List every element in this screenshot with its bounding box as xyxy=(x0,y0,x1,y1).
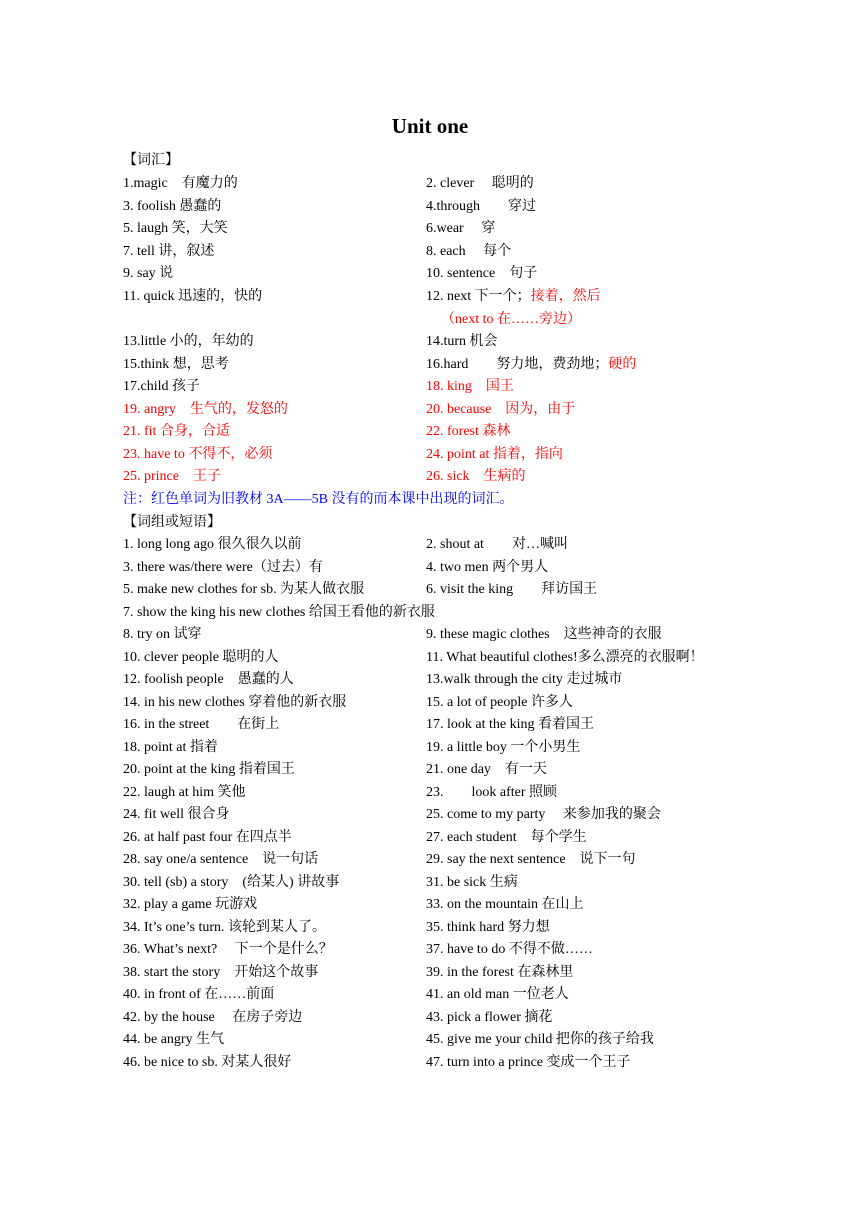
vocab-text: 16.hard 努力地，费劲地； xyxy=(426,357,609,372)
vocab-item-red: 26. sick 生病的 xyxy=(426,469,526,484)
phrase-item: 25. come to my party 来参加我的聚会 xyxy=(426,807,661,822)
vocab-item: 4.through 穿过 xyxy=(426,199,537,214)
phrase-item: 30. tell (sb) a story (给某人) 讲故事 xyxy=(123,875,340,890)
phrase-item: 8. try on 试穿 xyxy=(123,627,202,642)
phrase-item: 14. in his new clothes 穿着他的新衣服 xyxy=(123,695,347,710)
phrase-item: 15. a lot of people 许多人 xyxy=(426,695,573,710)
vocab-item: 13.little 小的，年幼的 xyxy=(123,334,254,349)
phrase-item: 10. clever people 聪明的人 xyxy=(123,650,279,665)
vocab-text-red: 硬的 xyxy=(608,357,637,372)
phrase-item: 17. look at the king 看着国王 xyxy=(426,717,594,732)
phrase-item: 43. pick a flower 摘花 xyxy=(426,1010,553,1025)
vocab-item: 14.turn 机会 xyxy=(426,334,498,349)
phrase-item: 34. It’s one’s turn. 该轮到某人了。 xyxy=(123,920,326,935)
phrase-heading: 【词组或短语】 xyxy=(123,515,221,530)
phrase-item: 16. in the street 在街上 xyxy=(123,717,280,732)
phrase-item: 1. long long ago 很久很久以前 xyxy=(123,537,302,552)
vocab-item-red: 22. forest 森林 xyxy=(426,424,511,439)
phrase-item: 26. at half past four 在四点半 xyxy=(123,830,292,845)
vocab-note-next-to: （next to 在……旁边） xyxy=(441,312,581,327)
phrase-item: 47. turn into a prince 变成一个王子 xyxy=(426,1055,631,1070)
vocab-item: 8. each 每个 xyxy=(426,244,512,259)
vocab-item: 17.child 孩子 xyxy=(123,379,200,394)
vocab-item-red: 24. point at 指着，指向 xyxy=(426,447,563,462)
phrase-item: 37. have to do 不得不做…… xyxy=(426,942,593,957)
phrase-item: 33. on the mountain 在山上 xyxy=(426,897,584,912)
phrase-item: 32. play a game 玩游戏 xyxy=(123,897,258,912)
vocab-item-red: 18. king 国王 xyxy=(426,379,514,394)
vocab-item: 1.magic 有魔力的 xyxy=(123,176,238,191)
phrase-item: 18. point at 指着 xyxy=(123,740,218,755)
phrase-item: 3. there was/there were（过去）有 xyxy=(123,560,323,575)
vocab-text-red: 接着，然后 xyxy=(530,289,601,304)
phrase-item: 40. in front of 在……前面 xyxy=(123,987,275,1002)
phrase-item: 38. start the story 开始这个故事 xyxy=(123,965,319,980)
phrase-item: 9. these magic clothes 这些神奇的衣服 xyxy=(426,627,662,642)
phrase-item: 4. two men 两个男人 xyxy=(426,560,549,575)
vocab-item: 2. clever 聪明的 xyxy=(426,176,534,191)
vocab-item: 3. foolish 愚蠢的 xyxy=(123,199,222,214)
phrase-item: 5. make new clothes for sb. 为某人做衣服 xyxy=(123,582,365,597)
phrase-item: 2. shout at 对…喊叫 xyxy=(426,537,568,552)
phrase-item: 6. visit the king 拜访国王 xyxy=(426,582,598,597)
phrase-item: 45. give me your child 把你的孩子给我 xyxy=(426,1032,654,1047)
phrase-item: 19. a little boy 一个小男生 xyxy=(426,740,581,755)
vocab-item-red: 25. prince 王子 xyxy=(123,469,221,484)
phrase-item: 36. What’s next? 下一个是什么？ xyxy=(123,942,333,957)
vocab-item-red: 23. have to 不得不，必须 xyxy=(123,447,273,462)
vocab-item: 6.wear 穿 xyxy=(426,221,496,236)
vocab-item: 7. tell 讲，叙述 xyxy=(123,244,215,259)
phrase-item: 24. fit well 很合身 xyxy=(123,807,230,822)
phrase-item: 12. foolish people 愚蠢的人 xyxy=(123,672,294,687)
vocab-item: 10. sentence 句子 xyxy=(426,266,538,281)
vocab-item: 11. quick 迅速的，快的 xyxy=(123,289,263,304)
phrase-item: 21. one day 有一天 xyxy=(426,762,547,777)
phrase-item: 42. by the house 在房子旁边 xyxy=(123,1010,303,1025)
vocab-item-red: 21. fit 合身，合适 xyxy=(123,424,230,439)
vocab-item: 9. say 说 xyxy=(123,266,174,281)
vocab-item-red: 20. because 因为，由于 xyxy=(426,402,576,417)
vocab-item-red: 19. angry 生气的，发怒的 xyxy=(123,402,288,417)
phrase-item: 13.walk through the city 走过城市 xyxy=(426,672,623,687)
legend-note: 注：红色单词为旧教材 3A——5B 没有的而本课中出现的词汇。 xyxy=(123,492,514,507)
phrase-item: 44. be angry 生气 xyxy=(123,1032,225,1047)
vocab-heading: 【词汇】 xyxy=(123,153,179,168)
phrase-item: 20. point at the king 指着国王 xyxy=(123,762,295,777)
phrase-item: 27. each student 每个学生 xyxy=(426,830,587,845)
vocab-item: 5. laugh 笑，大笑 xyxy=(123,221,228,236)
vocab-item-hard xyxy=(426,354,636,376)
phrase-item: 35. think hard 努力想 xyxy=(426,920,550,935)
vocab-text: 12. next 下一个； xyxy=(426,289,531,304)
phrase-item: 22. laugh at him 笑他 xyxy=(123,785,246,800)
phrase-item: 23. look after 照顾 xyxy=(426,785,558,800)
vocab-item-next xyxy=(426,286,601,308)
phrase-item: 28. say one/a sentence 说一句话 xyxy=(123,852,319,867)
page-title: Unit one xyxy=(391,114,469,138)
phrase-item: 46. be nice to sb. 对某人很好 xyxy=(123,1055,292,1070)
phrase-item: 29. say the next sentence 说下一句 xyxy=(426,852,636,867)
phrase-item: 41. an old man 一位老人 xyxy=(426,987,569,1002)
vocab-item: 15.think 想，思考 xyxy=(123,357,229,372)
phrase-item: 31. be sick 生病 xyxy=(426,875,518,890)
phrase-item: 11. What beautiful clothes!多么漂亮的衣服啊！ xyxy=(426,650,704,665)
phrase-item: 7. show the king his new clothes 给国王看他的新衣服 xyxy=(123,605,435,620)
phrase-item: 39. in the forest 在森林里 xyxy=(426,965,574,980)
